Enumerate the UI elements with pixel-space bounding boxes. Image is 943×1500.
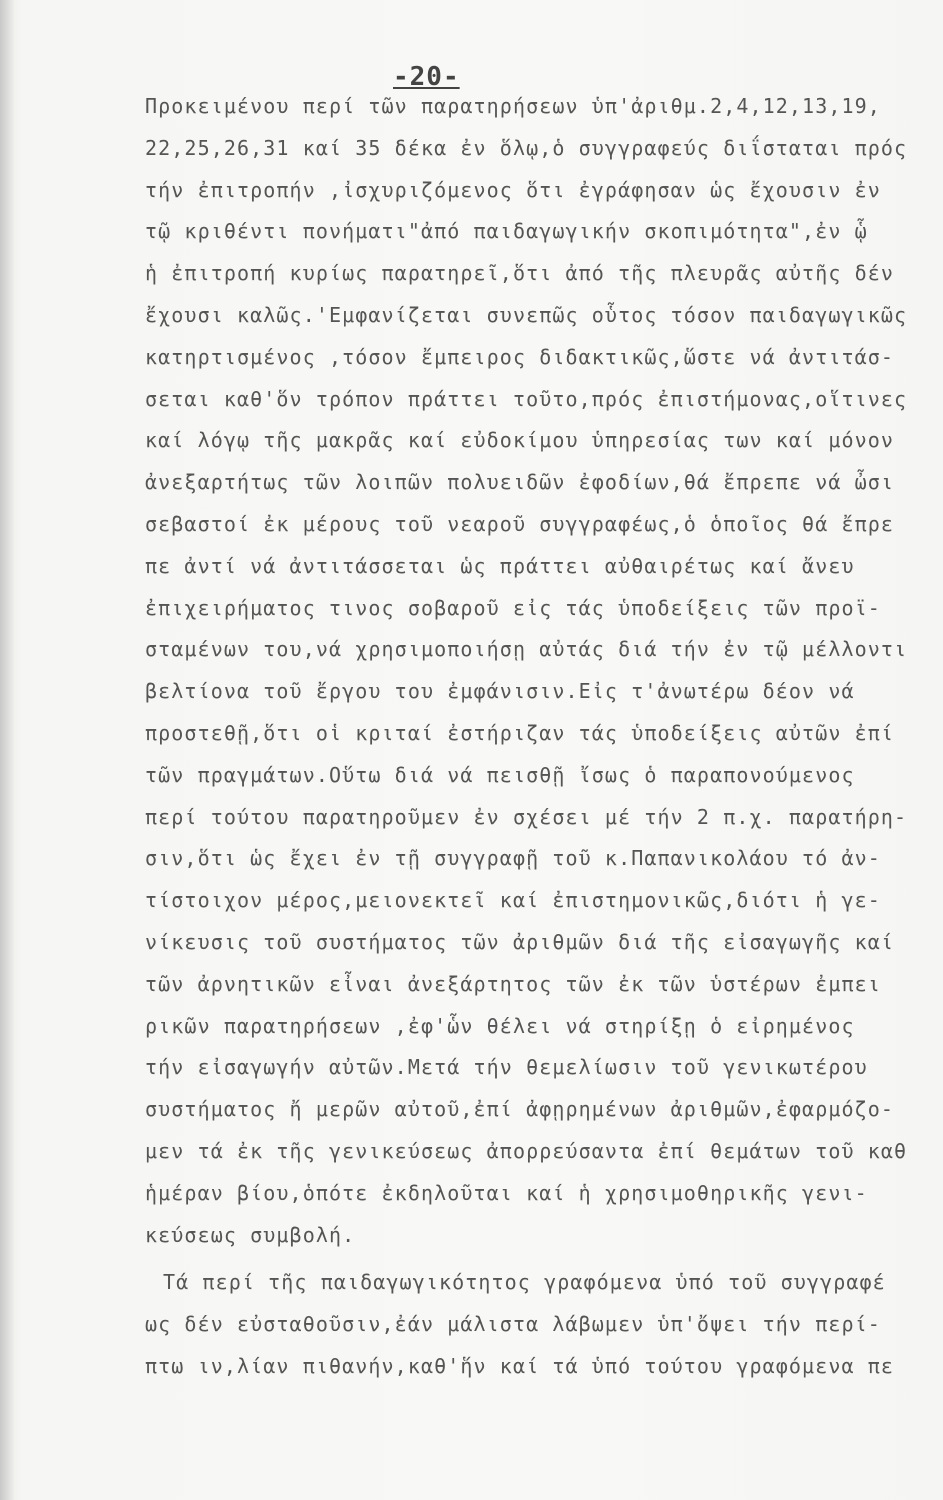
text-line: ἐπιχειρήματος τινος σοβαροῦ εἰς τάς ὑποδείξεις τῶν προϊ- xyxy=(145,595,881,620)
text-line: πε ἀντί νά ἀντιτάσσεται ὡς πράττει αὐθαιρέτως καί ἄνευ xyxy=(145,553,855,578)
text-line: 22,25,26,31 καί 35 δέκα ἐν ὅλῳ,ὁ συγγραφεύς διΐσταται πρός xyxy=(145,135,908,160)
typewritten-body xyxy=(145,86,908,1388)
text-line: καί λόγῳ τῆς μακρᾶς καί εὐδοκίμου ὑπηρεσίας των καί μόνον xyxy=(145,428,895,453)
text-line: Προκειμένου περί τῶν παρατηρήσεων ὑπ'ἀριθμ.2,4,12,13,19, xyxy=(145,94,881,118)
text-line: σεται καθ'ὅν τρόπον πράττει τοῦτο,πρός ἐπιστήμονας,οἵτινες xyxy=(145,386,908,411)
text-line: τῷ κριθέντι πονήματι"ἀπό παιδαγωγικήν σκοπιμότητα",ἐν ᾧ xyxy=(145,219,868,244)
text-line: μεν τά ἐκ τῆς γενικεύσεως ἀπορρεύσαντα ἐπί θεμάτων τοῦ καθ xyxy=(145,1138,908,1163)
page-left-edge-shadow xyxy=(0,0,14,1500)
text-line: τήν ἐπιτροπήν ,ἰσχυριζόμενος ὅτι ἐγράφησαν ὡς ἔχουσιν ἐν xyxy=(145,177,881,202)
text-line: τίστοιχον μέρος,μειονεκτεῖ καί ἐπιστημονικῶς,διότι ἡ γε- xyxy=(145,888,881,913)
text-line: συστήματος ἤ μερῶν αὐτοῦ,ἐπί ἀφῃρημένων ἀριθμῶν,ἐφαρμόζο- xyxy=(145,1097,895,1122)
text-line: σιν,ὅτι ὡς ἔχει ἐν τῇ συγγραφῇ τοῦ κ.Παπανικολάου τό ἀν- xyxy=(145,846,881,871)
text-line: ἡμέραν βίου,ὁπότε ἐκδηλοῦται καί ἡ χρησιμοθηρικῆς γενι- xyxy=(145,1180,868,1205)
text-line: βελτίονα τοῦ ἔργου του ἐμφάνισιν.Εἰς τ'ἀνωτέρω δέον νά xyxy=(145,679,855,704)
text-line: ἡ ἐπιτροπή κυρίως παρατηρεῖ,ὅτι ἀπό τῆς πλευρᾶς αὐτῆς δέν xyxy=(145,261,895,286)
text-line: τῶν ἀρνητικῶν εἶναι ἀνεξάρτητος τῶν ἐκ τῶν ὑστέρων ἐμπει xyxy=(145,971,881,996)
text-line: πτω ιν,λίαν πιθανήν,καθ'ἥν καί τά ὑπό τούτου γραφόμενα πε xyxy=(145,1353,895,1378)
text-line: τήν εἰσαγωγήν αὐτῶν.Μετά τήν θεμελίωσιν τοῦ γενικωτέρου xyxy=(145,1055,868,1080)
page-number: -20- xyxy=(393,62,460,92)
text-line: νίκευσις τοῦ συστήματος τῶν ἀριθμῶν διά τῆς εἰσαγωγῆς καί xyxy=(145,929,895,954)
text-line: τῶν πραγμάτων.Οὕτω διά νά πεισθῇ ἴσως ὁ παραπονούμενος xyxy=(145,762,855,787)
text-line: ρικῶν παρατηρήσεων ,ἐφ'ὧν θέλει νά στηρίξῃ ὁ εἰρημένος xyxy=(145,1013,855,1038)
text-line: ἔχουσι καλῶς.'Εμφανίζεται συνεπῶς οὗτος τόσον παιδαγωγικῶς xyxy=(145,302,908,327)
text-line: σεβαστοί ἐκ μέρους τοῦ νεαροῦ συγγραφέως,ὁ ὁποῖος θά ἔπρε xyxy=(145,511,895,536)
text-line: κατηρτισμένος ,τόσον ἔμπειρος διδακτικῶς,ὥστε νά ἀντιτάσ- xyxy=(145,344,895,369)
paragraph-start-line: Τά περί τῆς παιδαγωγικότητος γραφόμενα ὑπό τοῦ συγγραφέ xyxy=(163,1270,886,1295)
text-line: ως δέν εὐσταθοῦσιν,ἐάν μάλιστα λάβωμεν ὑπ'ὄψει τήν περί- xyxy=(145,1312,881,1337)
text-line: προστεθῇ,ὅτι οἱ κριταί ἐστήριζαν τάς ὑποδείξεις αὐτῶν ἐπί xyxy=(145,720,895,745)
text-line: περί τούτου παρατηροῦμεν ἐν σχέσει μέ τήν 2 π.χ. παρατήρη- xyxy=(145,804,908,829)
text-line: σταμένων του,νά χρησιμοποιήσῃ αὐτάς διά τήν ἐν τῷ μέλλοντι xyxy=(145,637,908,662)
text-line: ἀνεξαρτήτως τῶν λοιπῶν πολυειδῶν ἐφοδίων,θά ἔπρεπε νά ὦσι xyxy=(145,470,895,495)
text-line: κεύσεως συμβολή. xyxy=(145,1222,356,1247)
